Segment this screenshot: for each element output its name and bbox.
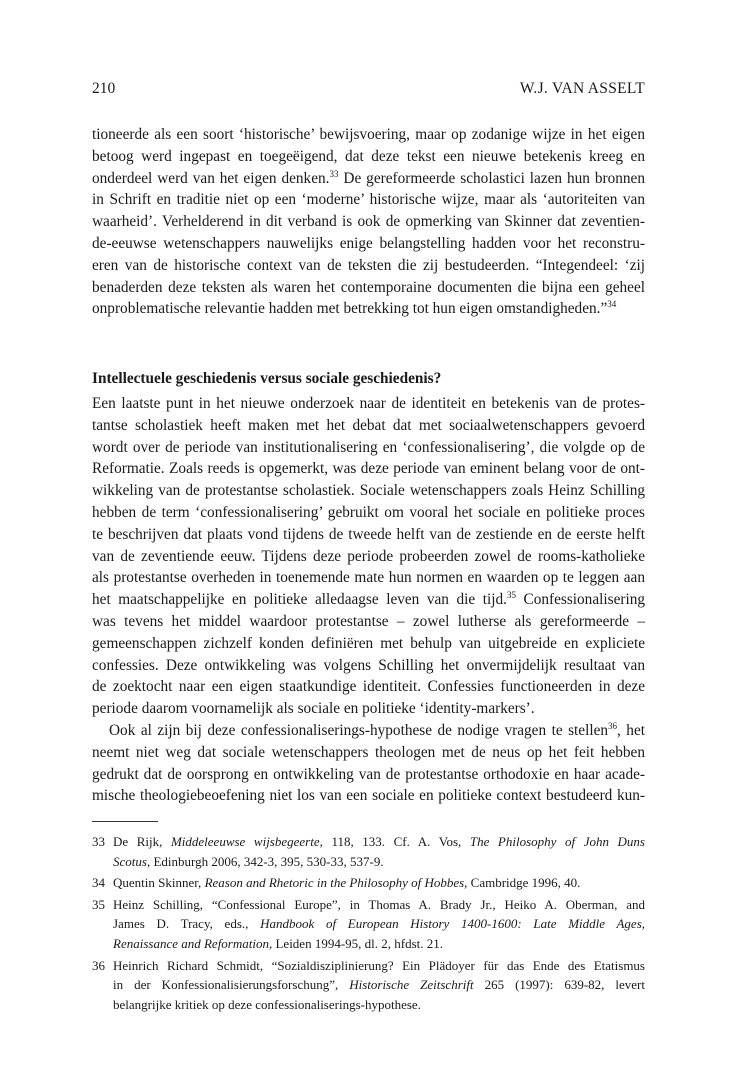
- footnote-line: Heinz Schilling, “Confessional Europe”, in Thomas A. Brady Jr., Heiko A. Oberman, and: [113, 896, 645, 912]
- footnote-line: in der Konfessionalisierungsforschung”, Historische Zeitschrift 265 (1997): 639-82, levert: [113, 977, 645, 993]
- text-line: Reformatie. Zoals reeds is opgemerkt, was deze periode van eminent belang voor de ont-: [92, 460, 645, 478]
- running-header: [92, 80, 645, 100]
- footnote-ref-35[interactable]: 35: [506, 590, 516, 601]
- text-line: de-eeuwse wetenschappers nauwelijks enige belangstelling hadden voor het reconstru-: [92, 234, 645, 252]
- text-line: van de zeventiende eeuw. Tijdens deze periode probeerden zowel de rooms-katholieke: [92, 547, 645, 565]
- text-line: onproblematische relevantie hadden met betrekking tot hun eigen omstandigheden.”$^{34}$: [92, 299, 617, 318]
- text-line: gemeenschappen zichzelf konden definiëren met behulp van uitgebreide en expliciete: [92, 634, 645, 652]
- text-line: Een laatste punt in het nieuwe onderzoek naar de identiteit en betekenis van de protes-: [92, 395, 645, 412]
- text-line: tioneerde als een soort ‘historische’ bewijsvoering, maar op zodanige wijze in het eigen: [92, 126, 645, 143]
- footnote-ref-33[interactable]: 33: [329, 168, 339, 179]
- footnote-ref-34[interactable]: 34: [607, 299, 617, 310]
- text-line: eren van de historische context van de teksten die zij bestudeerden. “Integendeel: ‘zij: [92, 256, 645, 274]
- text-line: gedrukt dat de oorsprong en ontwikkeling van de protestantse orthodoxie en haar acade-: [92, 765, 645, 783]
- text-line: hebben de term ‘confessionalisering’ gebruikt om vooral het sociale en politieke proces: [92, 503, 645, 521]
- text-line: periode daarom voornamelijk als sociale en politieke ‘identity-markers’.: [92, 700, 535, 718]
- text-line: Ook al zijn bij deze confessionaliserings-hypothese de nodige vragen te stellen$^{36}$, het: [109, 720, 645, 739]
- footnote-line: James D. Tracy, eds., Handbook of European History 1400-1600: Late Middle Ages,: [113, 916, 646, 932]
- footnote-number: 35: [92, 896, 105, 912]
- paragraph-2-3: [92, 393, 645, 807]
- text-line: tantse scholastiek heeft maken met het debat dat met sociaalwetenschappers gevoerd: [92, 416, 645, 434]
- footnote-36: [92, 956, 645, 1015]
- text-line: het maatschappelijke en politieke alledaagse leven van die tijd.$^{35}$ Confessionalisering: [92, 590, 645, 609]
- text-line: betoog werd ingepast en toegeëigend, dat deze tekst een nieuwe betekenis kreeg en: [92, 147, 645, 165]
- footnotes: [92, 832, 645, 1016]
- text-line: neemt niet weg dat sociale wetenschappers theologen met de neus op het feit hebben: [92, 743, 645, 761]
- page-number: 210: [92, 80, 116, 97]
- text-line: te beschrijven dat plaats vond tijdens de tweede helft van de zestiende en de eerste helft: [92, 525, 645, 543]
- text-line: onderdeel werd van het eigen denken.$^{33}$ De gereformeerde scholastici lazen hun bronnen: [92, 168, 645, 187]
- text-line: de zoektocht naar een eigen staatkundige identiteit. Confessies functioneerden in deze: [92, 678, 645, 696]
- footnote-line: Heinrich Richard Schmidt, “Sozialdisziplinierung? Ein Plädoyer für das Ende des Etatismus: [113, 957, 645, 973]
- footnote-line: De Rijk, Middeleeuwse wijsbegeerte, 118, 133. Cf. A. Vos, The Philosophy of John Duns: [113, 834, 645, 849]
- footnote-line: Renaissance and Reformation, Leiden 1994-95, dl. 2, hfdst. 21.: [113, 935, 444, 951]
- text-line: mische theologiebeoefening niet los van een sociale en politieke context bestudeerd kun-: [92, 787, 645, 805]
- footnote-ref-36[interactable]: 36: [608, 720, 618, 731]
- text-line: was tevens het middel waardoor protestantse – zowel lutherse als gereformeerde –: [92, 612, 645, 630]
- footnote-33: [92, 832, 645, 871]
- text-line: waarheid’. Verhelderend in dit verband is ook de opmerking van Skinner dat zeventien-: [92, 213, 645, 231]
- footnote-separator: [92, 821, 158, 822]
- footnote-line: Scotus, Edinburgh 2006, 342-3, 395, 530-33, 537-9.: [113, 853, 384, 869]
- paragraph-1: [92, 124, 645, 320]
- footnote-line: belangrijke kritiek op deze confessionaliserings-hypothese.: [113, 996, 421, 1012]
- text-line: als protestantse overheden in toenemende mate hun normen en waarden op te leggen aan: [92, 569, 645, 587]
- text-line: wikkeling van de protestantse scholastiek. Sociale wetenschappers zoals Heinz Schilling: [92, 482, 645, 500]
- footnote-number: 36: [92, 957, 105, 973]
- running-head-author: W.J. VAN ASSELT: [519, 80, 645, 97]
- text-line: confessies. Deze ontwikkeling was volgens Schilling het onvermijdelijk resultaat van: [92, 656, 645, 674]
- footnote-number: 33: [92, 834, 105, 849]
- text-line: in Schrift en traditie niet op een ‘moderne’ historische wijze, maar als ‘autoriteiten van: [92, 191, 645, 209]
- section-heading: Intellectuele geschiedenis versus sociale geschiedenis?: [92, 370, 442, 387]
- footnote-number: 34: [92, 875, 105, 891]
- footnote-35: [92, 895, 645, 954]
- book-page: [92, 0, 645, 1068]
- footnote-34: [92, 873, 645, 893]
- text-line: benaderden deze teksten als waren het contemporaine documenten die bijna een geheel: [92, 278, 645, 296]
- text-line: wordt over de periode van institutionalisering en ‘confessionalisering’, die volgde op de: [92, 438, 645, 456]
- footnote-line: Quentin Skinner, Reason and Rhetoric in the Philosophy of Hobbes, Cambridge 1996, 40.: [113, 875, 581, 891]
